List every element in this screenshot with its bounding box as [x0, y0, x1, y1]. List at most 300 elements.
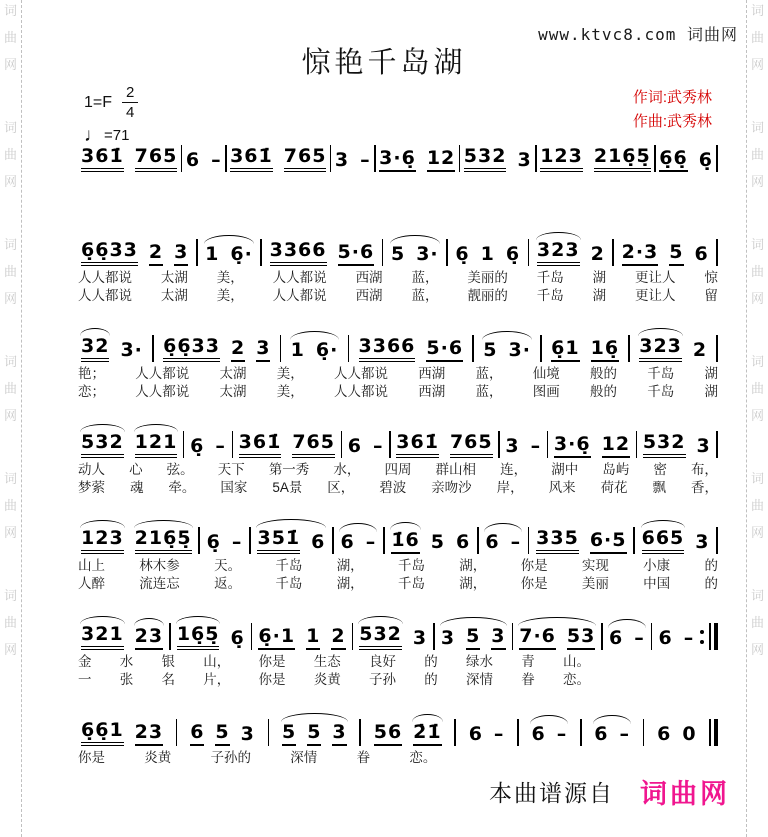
lyric-word: 的 [704, 575, 718, 591]
measure [655, 628, 697, 650]
lyric-word: 湖 [704, 366, 718, 381]
key-label: 1=F [84, 93, 113, 111]
score-line [78, 512, 718, 592]
lyric-word: 炎黄 [313, 671, 341, 687]
note-token: 5 [282, 722, 296, 746]
lyric-word: 惊 [704, 270, 718, 285]
lyrics-row [78, 367, 718, 382]
lyric-word: 湖， [336, 558, 364, 573]
note-token: 3 [256, 338, 270, 362]
watermark-char: 词 [3, 588, 17, 603]
measure [551, 434, 633, 458]
note-token: 3· [508, 339, 531, 362]
score-line [78, 416, 718, 496]
note-token: 361̇ [81, 146, 124, 172]
watermark-char: 词 [3, 471, 17, 486]
note-token: 6̣6̣33 [81, 240, 138, 266]
composer-credit: 作曲:武秀林 [632, 113, 712, 130]
lyric-word: 金 [78, 654, 92, 669]
note-token: – [510, 531, 522, 554]
song-title: 惊艳千岛湖 [301, 47, 467, 79]
watermark-char: 网 [750, 291, 764, 306]
note-token: 323 [639, 336, 682, 362]
lyric-word: 山上 [78, 558, 105, 573]
watermark-char: 词 [750, 588, 764, 603]
lyric-word: 太湖 [219, 366, 247, 381]
lyric-word: 西湖 [355, 287, 383, 303]
barline [446, 239, 448, 266]
note-token: 6̣· [230, 243, 253, 266]
measure [78, 432, 180, 458]
lyric-word: 千岛 [275, 575, 303, 591]
watermark-char: 曲 [750, 381, 764, 396]
note-token: – [365, 531, 377, 554]
lyric-word: 天。 [214, 558, 242, 573]
note-token: 6̣ [230, 627, 245, 650]
watermark-char: 网 [3, 291, 17, 306]
watermark-char: 网 [750, 642, 764, 657]
measure [174, 624, 248, 650]
barline [251, 623, 253, 650]
lyric-word: 湖中 [551, 462, 579, 477]
lyric-word: 恋。 [563, 671, 590, 687]
watermark-char: 网 [3, 174, 17, 189]
notation-row [78, 512, 718, 554]
measure [388, 244, 442, 266]
note-token: 6 [594, 723, 609, 746]
note-token: 3366 [359, 336, 416, 362]
lyric-word: 更让人 [635, 287, 676, 303]
lyric-word: 蓝， [411, 270, 439, 285]
lyric-word: 西湖 [418, 366, 446, 381]
measure [187, 436, 229, 458]
measure [345, 436, 387, 458]
lyric-word: 般的 [590, 366, 617, 381]
note-token: – [211, 149, 222, 172]
lyric-word: 你是 [520, 575, 548, 591]
site-url[interactable]: www.ktvc8.com 词曲网 [538, 25, 738, 44]
watermark-char: 网 [3, 642, 17, 657]
watermark-char: 曲 [3, 264, 17, 279]
watermark-char: 词 [3, 354, 17, 369]
note-token: 216̣5̣ [135, 528, 192, 554]
measure [537, 146, 654, 172]
measure [78, 146, 180, 172]
note-token: 12 [427, 148, 455, 172]
lyric-word: 名 [161, 671, 175, 687]
barline [433, 623, 435, 650]
watermark-char: 曲 [750, 264, 764, 279]
lyric-word: 张 [119, 671, 134, 687]
note-token: 532 [464, 146, 507, 172]
note-token: – [683, 627, 695, 650]
watermark-char: 词 [750, 3, 764, 18]
measure [606, 628, 648, 650]
lyric-word: 亲吻沙 [431, 479, 472, 495]
note-token: 532 [359, 624, 402, 650]
barline [601, 623, 603, 650]
note-token: 123 [81, 528, 124, 554]
note-token: 1̇6 [391, 530, 419, 554]
lyric-word: 山。 [563, 654, 590, 669]
note-token: 216̣5̣ [594, 146, 651, 172]
notation-row [78, 320, 718, 362]
watermark-char: 曲 [3, 381, 17, 396]
measure [640, 432, 714, 458]
note-token: 1 [205, 243, 220, 266]
lyric-word: 人人都说 [334, 383, 388, 399]
lyric-word: 四周 [384, 462, 412, 477]
note-token: 6̣· [315, 339, 339, 362]
lyric-word: 太湖 [219, 383, 247, 399]
note-token: 6·5 [590, 530, 627, 554]
note-token: 6̣·1 [258, 626, 295, 650]
lyric-word: 艳； [78, 366, 105, 381]
note-token: 7·6 [519, 626, 556, 650]
barline [280, 335, 282, 362]
note-token: 665 [642, 528, 685, 554]
measure [254, 528, 328, 554]
note-token: 6 [658, 627, 673, 650]
lyric-word: 人人都说 [272, 270, 327, 285]
note-token: – [231, 531, 243, 554]
lyric-word: 人人都说 [78, 270, 132, 285]
note-token: 5 [390, 243, 406, 266]
lyric-word: 5A景 [272, 479, 303, 495]
watermark-char: 曲 [750, 498, 764, 513]
lyric-word: 动人 [78, 462, 105, 477]
note-token: – [556, 723, 568, 746]
lyric-word: 一 [78, 671, 92, 687]
lyric-word: 人人都说 [78, 287, 132, 303]
watermark-char: 词 [3, 3, 17, 18]
note-token: 2 [692, 339, 708, 362]
lyric-word: 太湖 [160, 270, 188, 285]
measure [187, 722, 258, 746]
measure [466, 724, 508, 746]
lyric-word: 恋。 [409, 750, 437, 765]
measure [356, 336, 467, 362]
barline [528, 239, 530, 266]
repeat-barline [700, 623, 718, 650]
barline [359, 719, 361, 746]
lyric-word: 水， [333, 462, 361, 477]
lyric-word: 生态 [313, 654, 341, 669]
watermark-char: 曲 [3, 30, 17, 45]
lyric-word: 靓丽的 [467, 287, 508, 303]
lyric-word: 小康 [643, 558, 671, 573]
lyric-word: 千岛 [275, 558, 303, 573]
note-token: 6 [340, 531, 355, 554]
note-token: 32 [81, 336, 109, 362]
note-token: 16̣ [591, 338, 619, 362]
note-token: 3 [412, 627, 428, 650]
lyric-word: 风来 [548, 479, 576, 495]
measure [393, 432, 495, 458]
note-token: 2 [231, 338, 245, 362]
lyrics-row [78, 463, 718, 478]
measure [78, 528, 195, 554]
lyric-word: 眷 [521, 671, 535, 687]
barline [651, 623, 653, 650]
note-token: – [619, 723, 631, 746]
lyric-word: 的 [704, 558, 718, 573]
measure [591, 724, 633, 746]
lyric-word: 千岛 [647, 366, 675, 381]
lyric-word: 美丽的 [467, 270, 508, 285]
barline [176, 719, 178, 746]
lyric-word: 你是 [520, 558, 548, 573]
notation-row [78, 416, 718, 458]
lyric-word: 中国 [643, 575, 671, 591]
lyrics-row [78, 655, 590, 670]
lyricist-credit: 作词:武秀林 [632, 89, 712, 106]
note-token: 3 [440, 627, 456, 650]
lyric-word: 荷花 [600, 479, 628, 495]
measure [255, 626, 348, 650]
watermark-char: 曲 [750, 147, 764, 162]
lyric-word: 蓝， [411, 287, 439, 303]
barline [547, 431, 549, 458]
watermark-char: 词 [750, 237, 764, 252]
measure [516, 626, 598, 650]
tempo-value: =71 [104, 127, 130, 144]
note-token: 3 [240, 723, 255, 746]
measure [332, 150, 374, 172]
measure [337, 532, 379, 554]
note-token: 6 [657, 723, 672, 746]
measure [639, 528, 713, 554]
measure [78, 720, 166, 746]
lyric-word: 天下 [217, 462, 245, 477]
measure [160, 336, 273, 362]
note-token: 6̣ [206, 531, 221, 554]
lyric-word: 梦萦 [78, 479, 105, 495]
note-token: 123 [540, 146, 583, 172]
watermark-char: 词 [750, 354, 764, 369]
lyric-word: 区， [327, 479, 355, 495]
note-token: 361̇ [396, 432, 439, 458]
note-token: 3 [174, 242, 188, 266]
note-token: 0 [682, 723, 697, 746]
note-token: – [215, 435, 226, 458]
lyrics-row [78, 385, 718, 400]
watermark-char: 网 [750, 57, 764, 72]
lyrics-row [78, 751, 436, 766]
lyric-word: 返。 [214, 575, 242, 591]
note-token: 765 [284, 146, 327, 172]
barline [389, 431, 391, 458]
note-token: 5 [215, 722, 229, 746]
barline [580, 719, 582, 746]
note-token: 3 [334, 149, 350, 172]
barline [352, 623, 354, 650]
barline [196, 239, 198, 266]
measure [78, 624, 166, 650]
note-token: 5 [483, 339, 498, 362]
time-numerator: 2 [122, 84, 138, 103]
barline [332, 527, 334, 554]
quarter-note-icon: ♩ [84, 124, 103, 146]
score-line [78, 704, 718, 766]
measure [548, 338, 622, 362]
time-denominator: 4 [126, 104, 135, 122]
lyric-word: 湖 [592, 287, 607, 303]
lyric-word: 子孙 [369, 671, 396, 687]
lyric-word: 般的 [590, 383, 617, 399]
note-token: 6̣ [190, 435, 205, 458]
measure [356, 624, 430, 650]
lyric-word: 图画 [532, 383, 560, 399]
watermark-char: 曲 [3, 615, 17, 630]
measure [461, 146, 535, 172]
lyric-word: 美， [276, 366, 304, 381]
lyric-word: 人醉 [78, 575, 105, 591]
lyric-word: 飘 [652, 479, 666, 495]
lyric-word: 西湖 [355, 270, 383, 285]
lyric-word: 连， [500, 462, 528, 477]
score-line [78, 320, 718, 400]
barline [232, 431, 234, 458]
note-token: 23 [135, 722, 163, 746]
note-token: 3·6̣ [379, 148, 416, 172]
measure [279, 722, 350, 746]
barline [633, 527, 635, 554]
note-token: 6 [190, 722, 204, 746]
note-token: 532 [643, 432, 686, 458]
lyric-word: 水 [119, 654, 134, 669]
lyric-word: 山， [203, 654, 231, 669]
note-token: 1 [480, 243, 495, 266]
note-token: 6 [694, 243, 709, 266]
lyric-word: 人人都说 [334, 366, 388, 381]
lyric-word: 湖 [592, 270, 607, 285]
lyric-word: 你是 [258, 654, 286, 669]
lyric-word: 布， [690, 462, 718, 477]
measure [267, 240, 378, 266]
note-token: 3 [332, 722, 346, 746]
lyrics-row [78, 559, 718, 574]
lyric-word: 留 [704, 287, 718, 303]
note-token: 5 [466, 626, 480, 650]
watermark-char: 词 [3, 120, 17, 135]
note-token: 3 [491, 626, 505, 650]
footer [489, 772, 730, 811]
measure [528, 724, 570, 746]
note-token: 5 [669, 242, 683, 266]
lyric-word: 银 [161, 654, 175, 669]
barline [716, 239, 718, 266]
barline [472, 335, 474, 362]
note-token: 765 [135, 146, 178, 172]
lyric-word: 绿水 [466, 654, 493, 669]
score-line [78, 608, 718, 688]
measure [388, 530, 473, 554]
brand-link[interactable]: 词曲网 [640, 779, 730, 809]
note-token: – [530, 435, 542, 458]
note-token: 6 [456, 531, 471, 554]
note-token: 532 [81, 432, 124, 458]
notation-row [78, 130, 718, 172]
note-token: – [493, 723, 505, 746]
lyric-word: 群山相 [435, 462, 477, 477]
note-token: 56 [374, 722, 402, 746]
lyric-word: 美， [276, 383, 304, 399]
lyric-word: 千岛 [536, 287, 564, 303]
lyric-word: 太湖 [160, 287, 188, 303]
lyric-word: 千岛 [397, 575, 425, 591]
watermark-char: 词 [3, 237, 17, 252]
note-token: – [373, 435, 384, 458]
lyric-word: 子孙的 [210, 750, 252, 765]
note-token: 12 [602, 434, 630, 458]
note-token: 6 [185, 149, 201, 172]
lyric-word: 你是 [258, 671, 286, 687]
barline [183, 431, 185, 458]
lyric-word: 蓝， [475, 383, 503, 399]
note-token: 765 [292, 432, 335, 458]
lyric-word: 恋； [78, 383, 105, 399]
lyrics-row [78, 289, 718, 304]
lyric-word: 岸， [496, 479, 524, 495]
lyrics-row [78, 271, 718, 286]
lyric-word: 牵。 [168, 479, 196, 495]
lyric-word: 香， [690, 479, 718, 495]
barline [348, 335, 350, 362]
measure [202, 244, 256, 266]
score-line [78, 130, 718, 172]
measure [654, 724, 699, 746]
measure [78, 240, 191, 266]
note-token: 3366 [270, 240, 327, 266]
barline [249, 527, 251, 554]
note-token: 3 [505, 435, 520, 458]
barline [512, 623, 514, 650]
barline [643, 719, 645, 746]
note-token: 361̇ [230, 146, 273, 172]
barline [716, 145, 718, 172]
lyric-word: 岛屿 [602, 462, 630, 477]
barline [517, 719, 519, 746]
note-token: 2̇1̇ [413, 722, 441, 746]
lyric-word: 美丽 [581, 575, 609, 591]
watermark-char: 曲 [750, 615, 764, 630]
lyric-word: 眷 [356, 750, 371, 765]
barline [382, 239, 384, 266]
note-token: 351̇ [257, 528, 300, 554]
lyric-word: 湖， [459, 575, 487, 591]
barline [169, 623, 171, 650]
lyric-word: 心 [129, 462, 143, 477]
measure [534, 240, 608, 266]
barline [716, 335, 718, 362]
lyric-word: 更让人 [635, 270, 676, 285]
note-token: 6 [609, 627, 624, 650]
watermark-char: 网 [3, 408, 17, 423]
lyric-word: 良好 [369, 654, 396, 669]
barline [628, 335, 630, 362]
note-token: 6̣6̣33 [163, 336, 220, 362]
measure [533, 528, 629, 554]
note-token: 6 [311, 531, 326, 554]
barline [260, 239, 262, 266]
note-token: 765 [450, 432, 493, 458]
watermark-char: 网 [750, 408, 764, 423]
note-token: 1 [306, 626, 320, 650]
lyric-word: 湖， [459, 558, 487, 573]
note-token: 6̣ [505, 243, 521, 266]
barline [540, 335, 542, 362]
